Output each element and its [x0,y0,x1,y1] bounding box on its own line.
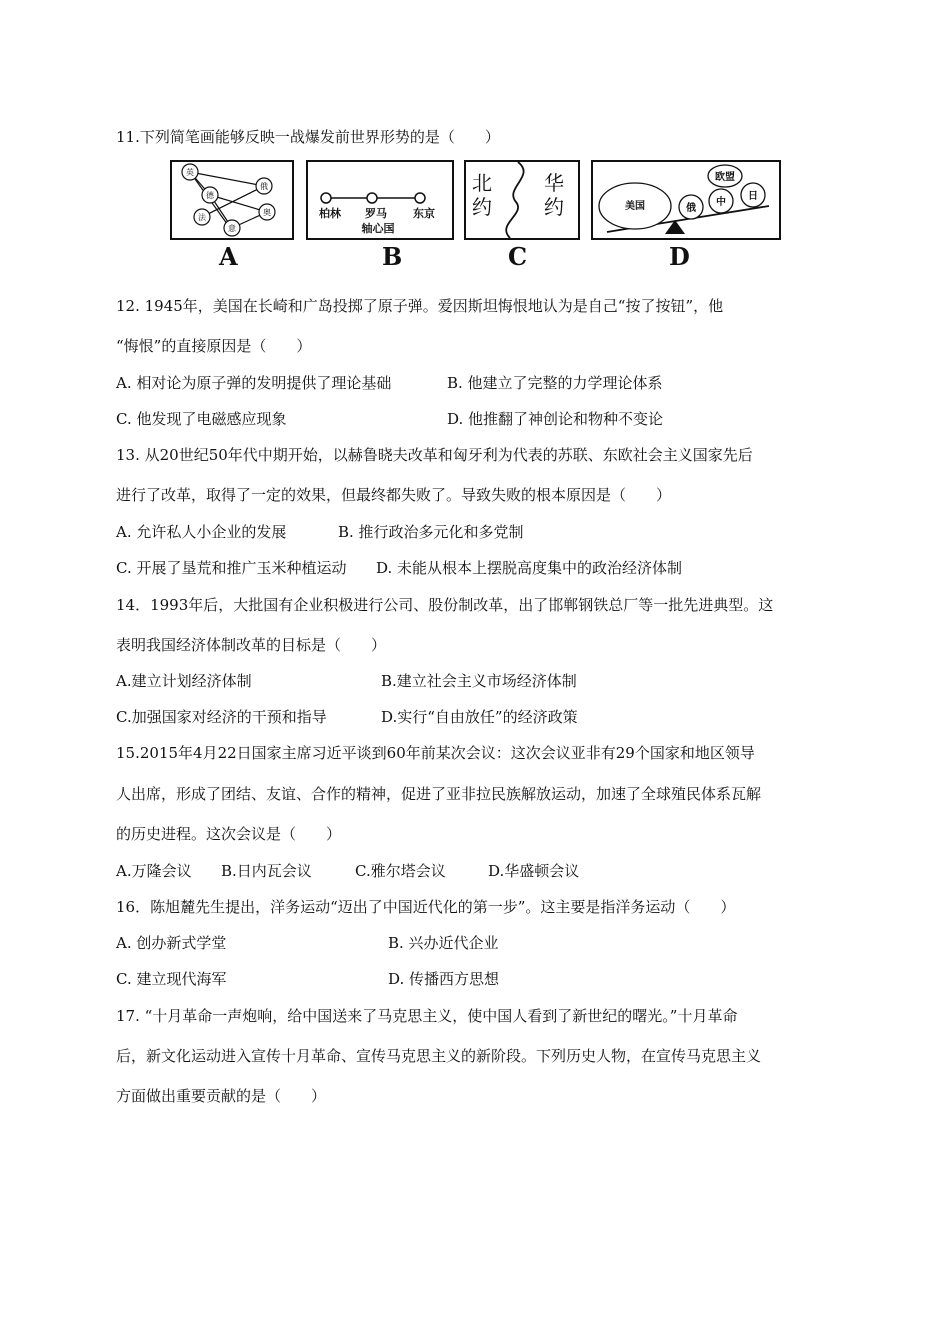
nato-char-1: 北 [472,171,492,195]
panel-b-label: B [382,242,403,271]
q17-stem-line1: 17. “十月革命一声炮响，给中国送来了马克思主义，使中国人看到了新世纪的曙光。”十月革命 [116,1007,738,1025]
q12-stem-line2: “悔恨”的直接原因是（ ） [116,337,312,355]
q17-stem-line3: 方面做出重要贡献的是（ ） [116,1087,327,1105]
city-rome: 罗马 [365,207,387,220]
node-uk: 英 [186,168,194,177]
usa-label: 美国 [625,201,645,212]
q14-option-c: C.加强国家对经济的干预和指导 [116,708,327,726]
japan-label: 日 [748,191,758,202]
warsaw-char-1: 华 [544,171,564,195]
panel-c-bloc-diagram [464,160,580,240]
q12-stem-line1: 12. 1945年，美国在长崎和广岛投掷了原子弹。爱因斯坦悔恨地认为是自己“按了按钮”，他 [116,297,724,315]
q15-option-d: D.华盛顿会议 [488,862,580,880]
q14-option-d: D.实行“自由放任”的经济政策 [381,708,578,726]
q15-stem-line3: 的历史进程。这次会议是（ ） [116,825,342,843]
panel-a-label: A [219,242,238,271]
city-berlin: 柏林 [319,207,341,220]
q16-option-c: C. 建立现代海军 [116,970,227,988]
q15-option-c: C.雅尔塔会议 [355,862,446,880]
nato-char-2: 约 [472,195,492,219]
panel-d-balance-diagram [591,160,781,240]
q16-option-a: A. 创办新式学堂 [116,934,227,952]
q14-option-a: A.建立计划经济体制 [116,672,252,690]
warsaw-char-2: 约 [544,195,564,219]
russia-label: 俄 [686,203,696,214]
node-austria: 奥 [263,208,271,217]
q17-stem-line2: 后，新文化运动进入宣传十月革命、宣传马克思主义的新阶段。下列历史人物，在宣传马克思主义 [116,1047,762,1065]
balance-scale-graphic [593,162,779,238]
q14-stem-line1: 14．1993年后，大批国有企业积极进行公司、股份制改革，出了邯郸钢铁总厂等一批先进典型。这 [116,596,774,614]
eu-label: 欧盟 [715,172,735,183]
q15-option-b: B.日内瓦会议 [221,862,312,880]
q11-stem: 11.下列简笔画能够反映一战爆发前世界形势的是（ ） [116,128,500,146]
q12-option-b: B. 他建立了完整的力学理论体系 [447,374,663,392]
panel-a-alliance-diagram [170,160,294,240]
node-italy: 意 [228,224,236,233]
node-russia: 俄 [260,182,268,191]
panel-b-axis-diagram [306,160,454,240]
city-tokyo: 东京 [413,207,435,220]
q14-stem-line2: 表明我国经济体制改革的目标是（ ） [116,636,387,654]
axis-caption: 轴心国 [361,222,395,235]
q15-option-a: A.万隆会议 [116,862,192,880]
q14-option-b: B.建立社会主义市场经济体制 [381,672,577,690]
q13-option-a: A. 允许私人小企业的发展 [116,523,287,541]
q13-option-c: C. 开展了垦荒和推广玉米种植运动 [116,559,347,577]
q16-stem-line1: 16．陈旭麓先生提出，洋务运动“迈出了中国近代化的第一步”。这主要是指洋务运动（ ） [116,898,736,916]
q13-option-b: B. 推行政治多元化和多党制 [338,523,524,541]
q13-stem-line1: 13. 从20世纪50年代中期开始，以赫鲁晓夫改革和匈牙利为代表的苏联、东欧社会主义国家先后 [116,446,753,464]
alliance-network-graphic [172,162,292,238]
panel-d-label: D [669,242,690,271]
q13-stem-line2: 进行了改革，取得了一定的效果，但最终都失败了。导致失败的根本原因是（ ） [116,486,672,504]
q13-option-d: D. 未能从根本上摆脱高度集中的政治经济体制 [376,559,683,577]
panel-c-label: C [508,242,528,271]
q16-option-b: B. 兴办近代企业 [388,934,499,952]
q12-option-d: D. 他推翻了神创论和物种不变论 [447,410,664,428]
china-label: 中 [716,197,726,208]
node-germany: 德 [206,191,214,200]
q16-option-d: D. 传播西方思想 [388,970,500,988]
node-france: 法 [198,213,206,222]
bloc-divide-graphic [466,162,578,238]
q15-stem-line1: 15.2015年4月22日国家主席习近平谈到60年前某次会议：这次会议亚非有29个国家和地区领导 [116,744,755,762]
q15-stem-line2: 人出席，形成了团结、友谊、合作的精神，促进了亚非拉民族解放运动，加速了全球殖民体系瓦解 [116,785,762,803]
q12-option-a: A. 相对论为原子弹的发明提供了理论基础 [116,374,392,392]
axis-line-graphic [308,162,452,238]
q12-option-c: C. 他发现了电磁感应现象 [116,410,287,428]
